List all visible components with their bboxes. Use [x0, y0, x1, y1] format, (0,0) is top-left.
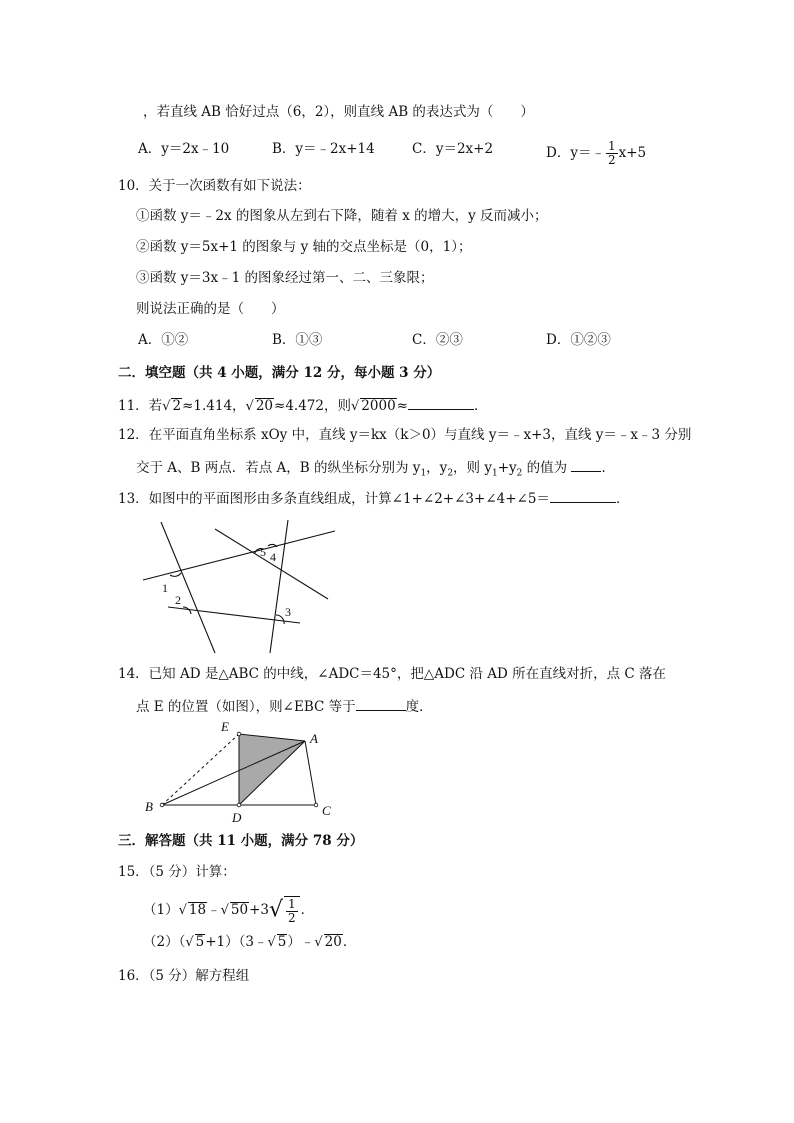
sqrt-symbol: √	[178, 903, 187, 918]
q14-line-1: 14．已知 AD 是△ABC 的中线，∠ADC＝45°，把△ADC 沿 AD 所在直线对折，点 C 落在	[118, 666, 667, 682]
q11-radicand-2: 20	[255, 398, 274, 414]
angle-label-1: 1	[162, 581, 168, 595]
q14-text-a: 点 E 的位置（如图），则∠EBC 等于	[136, 699, 356, 715]
q10-question: 则说法正确的是（ ）	[136, 301, 285, 317]
sqrt-symbol: √	[185, 935, 194, 950]
fraction-numerator: 1	[607, 139, 616, 153]
q12-text-c: ，则 y	[453, 460, 492, 476]
q13-end: ．	[615, 491, 630, 507]
q10-intro: 10．关于一次函数有如下说法：	[118, 178, 311, 194]
angle-label-4: 4	[270, 550, 276, 564]
q11-value-2: ≈4.472，则	[274, 398, 351, 414]
q12-text-e: 的值为	[522, 460, 568, 476]
q12-end: ．	[601, 460, 615, 476]
q15-part-2	[143, 933, 356, 952]
angle-arc-3	[276, 615, 284, 624]
label-e: E	[221, 719, 229, 734]
q13-stem	[118, 488, 629, 508]
q9-option-d-prefix: D．y＝﹣	[546, 145, 605, 161]
q12-line-1: 12．在平面直角坐标系 xOy 中，直线 y＝kx（k＞0）与直线 y＝﹣x+3，直线 y＝﹣x﹣3 分别	[118, 427, 692, 443]
label-a: A	[310, 731, 318, 746]
q14-line-2	[136, 696, 433, 716]
q11	[118, 395, 487, 416]
label-d: D	[232, 810, 242, 825]
line-ac	[305, 741, 316, 805]
section-2-heading: 二．填空题（共 4 小题，满分 12 分，每小题 3 分）	[118, 365, 441, 381]
q9-option-b: B．y＝﹣2x+14	[272, 141, 375, 157]
angle-label-3: 3	[285, 605, 291, 619]
q11-prefix: 11．若	[118, 398, 163, 414]
q10-option-c: C．②③	[412, 332, 463, 348]
q15-title: 15．（5 分）计算：	[118, 864, 236, 880]
q10-option-b: B．①③	[272, 332, 323, 348]
angle-label-5: 5	[260, 545, 266, 559]
subscript: 1	[491, 468, 498, 479]
answer-blank	[571, 457, 601, 472]
q12-text-a: 交于 A、B 两点．若点 A，B 的纵坐标分别为 y	[136, 460, 421, 476]
q12-text-b: ，y	[426, 460, 448, 476]
q10-option-a: A．①②	[138, 332, 189, 348]
sqrt-symbol: √	[162, 399, 171, 414]
q15-p2-radicand-3: 20	[324, 934, 342, 950]
point-d	[237, 803, 241, 807]
q11-radicand-1: 2	[172, 398, 182, 414]
q11-end: ．	[473, 398, 488, 414]
sqrt-symbol: √	[268, 897, 283, 923]
q10-option-d: D．①②③	[546, 332, 611, 348]
fraction-numerator: 1	[288, 897, 296, 911]
q11-approx: ≈	[396, 398, 408, 414]
q9-stem: ，若直线 AB 恰好过点（6，2），则直线 AB 的表达式为（ ）	[143, 104, 534, 120]
figure-line	[215, 529, 328, 599]
q16-title: 16．（5 分）解方程组	[118, 968, 250, 984]
q15-part-1-label: （1）	[143, 902, 179, 918]
sqrt-symbol: √	[351, 399, 360, 414]
q15-fraction	[284, 896, 300, 925]
line-ba	[162, 741, 305, 805]
q11-radicand-3: 2000	[361, 398, 396, 414]
q15-radicand-1: 18	[188, 902, 207, 918]
subscript: 2	[516, 468, 523, 479]
shaded-triangle	[239, 734, 305, 805]
section-3-heading: 三．解答题（共 11 小题，满分 78 分）	[118, 833, 364, 849]
point-e	[237, 732, 241, 736]
q15-p2-mid: +1）（3﹣	[205, 934, 268, 950]
point-c	[314, 803, 318, 807]
q9-option-c: C．y＝2x+2	[412, 141, 494, 157]
q9-option-d	[546, 140, 646, 167]
subscript: 2	[447, 468, 454, 479]
q9-option-a: A．y＝2x﹣10	[138, 141, 230, 157]
angle-arc-1	[170, 573, 181, 576]
q14-figure	[140, 715, 350, 827]
q12-text-d: +y	[497, 460, 517, 476]
answer-blank	[408, 395, 474, 410]
q15-p2-radicand-1: 5	[195, 934, 205, 950]
figure-line	[168, 607, 300, 623]
label-b: B	[145, 799, 153, 814]
q15-part-1	[143, 896, 314, 925]
figure-line	[161, 522, 215, 653]
q15-radicand-2: 50	[230, 902, 249, 918]
q13-figure	[138, 515, 338, 660]
q15-p2-radicand-2: 5	[277, 934, 287, 950]
fraction-denominator: 2	[288, 911, 296, 925]
sqrt-symbol: √	[314, 935, 323, 950]
q13-text: 13．如图中的平面图形由多条直线组成，计算∠1+∠2+∠3+∠4+∠5＝	[118, 491, 550, 507]
q10-statement-1: ①函数 y＝﹣2x 的图象从左到右下降，随着 x 的增大，y 反而减小；	[136, 208, 548, 224]
q14-text-b: 度．	[405, 699, 433, 715]
q15-p2-tail: ）﹣	[287, 934, 315, 950]
dashed-line-be	[162, 734, 239, 805]
angle-label-2: 2	[175, 593, 181, 607]
answer-blank	[550, 488, 616, 503]
answer-blank	[356, 696, 406, 711]
figure-line	[270, 520, 288, 653]
q10-statement-3: ③函数 y＝3x﹣1 的图象经过第一、二、三象限；	[136, 270, 434, 286]
q15-part-1-end: ．	[300, 902, 315, 918]
sqrt-symbol: √	[220, 903, 229, 918]
figure-line	[143, 531, 335, 580]
q15-paren-open: （	[178, 934, 186, 950]
point-b	[160, 803, 164, 807]
angle-arc-2	[183, 607, 191, 614]
q15-op-1: ﹣	[207, 902, 221, 918]
q10-statement-2: ②函数 y＝5x+1 的图象与 y 轴的交点坐标是（0，1）；	[136, 239, 472, 255]
label-c: C	[322, 803, 331, 818]
q15-part-2-end: ．	[342, 934, 357, 950]
sqrt-symbol: √	[245, 399, 254, 414]
q15-op-2: +3	[249, 902, 269, 918]
subscript: 1	[420, 468, 427, 479]
q9-option-d-fraction	[606, 140, 618, 167]
sqrt-symbol: √	[267, 935, 276, 950]
q9-option-d-suffix: x+5	[618, 145, 647, 161]
fraction-denominator: 2	[607, 153, 616, 167]
q12-line-2	[136, 457, 615, 483]
q11-value-1: ≈1.414，	[182, 398, 246, 414]
q15-part-2-label: （2）	[143, 934, 179, 950]
q9-options	[0, 140, 794, 168]
